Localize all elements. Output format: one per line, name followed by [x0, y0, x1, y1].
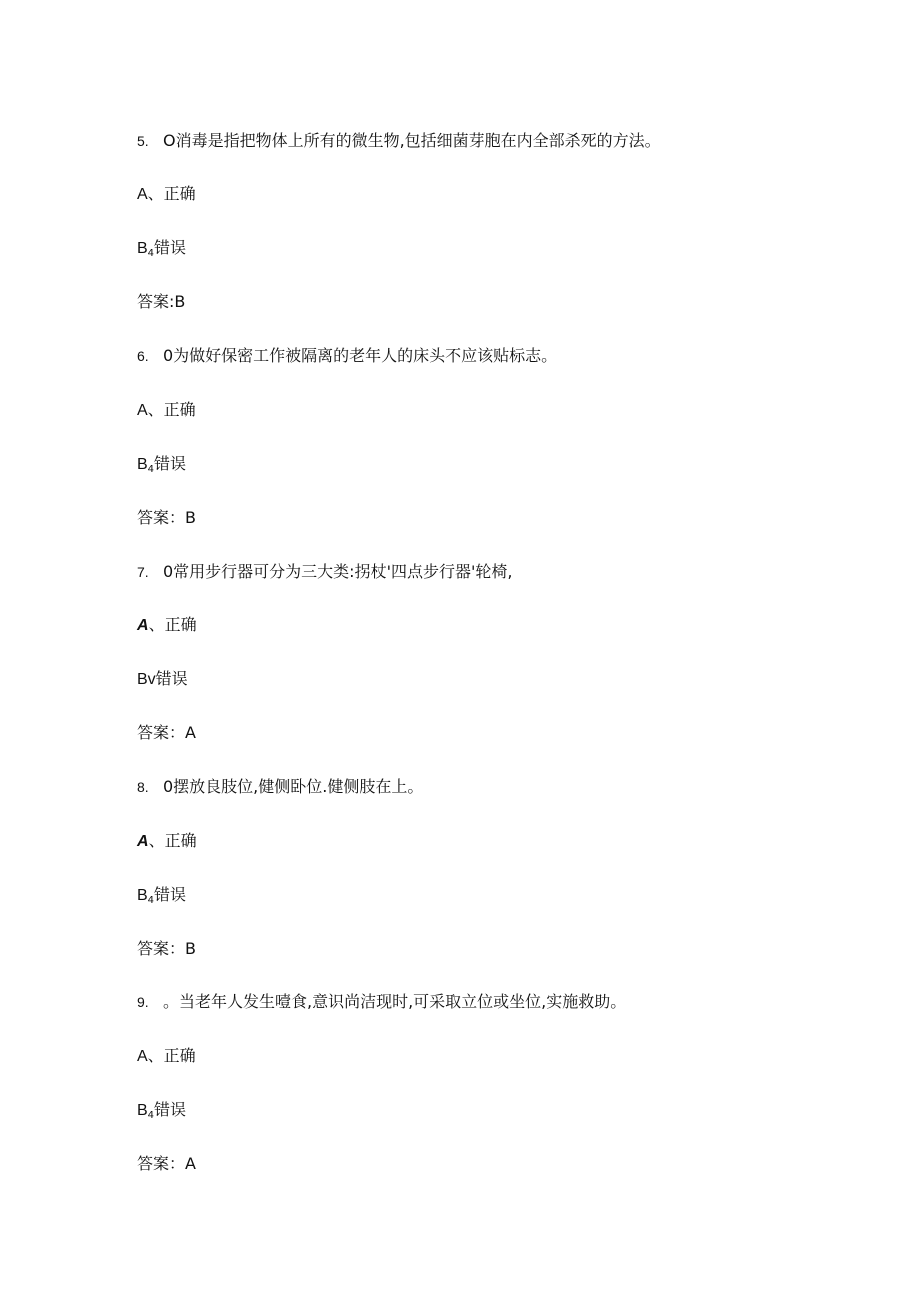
question-9-option-b	[137, 1100, 186, 1126]
question-number: 8.	[137, 779, 149, 795]
option-text: 、正确	[148, 831, 197, 850]
question-number: 5.	[137, 133, 149, 149]
question-text: 0为做好保密工作被隔离的老年人的床头不应该贴标志。	[163, 346, 558, 365]
option-text: 错误	[154, 454, 187, 473]
question-8-answer: 答案：B	[137, 939, 196, 958]
option-text: 错误	[154, 238, 187, 257]
question-7-stem	[137, 562, 512, 582]
option-text: 错误	[154, 1100, 187, 1119]
question-7-answer: 答案：A	[137, 723, 196, 742]
option-subscript: 4	[147, 248, 155, 259]
question-6-option-b	[137, 454, 186, 480]
option-letter: B	[137, 887, 148, 904]
question-text: O消毒是指把物体上所有的微生物,包括细菌芽胞在内全部杀死的方法。	[163, 131, 661, 150]
question-9-option-a	[137, 1046, 196, 1067]
option-letter: Bv	[137, 671, 156, 688]
question-9-stem	[137, 992, 626, 1012]
question-number: 6.	[137, 348, 149, 364]
option-subscript: 4	[147, 1110, 155, 1121]
question-5-option-b	[137, 238, 186, 264]
question-number: 7.	[137, 564, 149, 580]
question-text: 0常用步行器可分为三大类:拐杖'四点步行器'轮椅,	[163, 562, 513, 581]
option-text: 、正确	[147, 400, 196, 419]
option-text: 、正确	[147, 1046, 196, 1065]
option-letter: B	[137, 240, 148, 257]
question-6-answer: 答案：B	[137, 508, 196, 527]
question-8-stem	[137, 777, 423, 797]
option-text: 错误	[154, 885, 187, 904]
option-letter: B	[137, 1102, 148, 1119]
question-number: 9.	[137, 994, 149, 1010]
question-text: 。当老年人发生噎食,意识尚洁现时,可采取立位或坐位,实施救助。	[163, 992, 627, 1011]
question-6-stem	[137, 346, 557, 366]
option-letter: B	[137, 456, 148, 473]
question-9-answer: 答案：A	[137, 1154, 196, 1173]
option-letter: A	[137, 617, 149, 634]
option-letter: A	[137, 1048, 148, 1065]
option-subscript: 4	[147, 895, 155, 906]
option-letter: A	[137, 402, 148, 419]
question-7-option-a	[137, 615, 197, 636]
question-7-option-b	[137, 669, 188, 690]
option-text: 、正确	[147, 184, 196, 203]
option-letter: A	[137, 833, 149, 850]
question-5-answer: 答案:B	[137, 292, 186, 311]
option-text: 错误	[155, 669, 188, 688]
question-8-option-a	[137, 831, 197, 852]
question-5-option-a	[137, 184, 196, 205]
option-letter: A	[137, 186, 148, 203]
option-text: 、正确	[148, 615, 197, 634]
question-text: 0摆放良肢位,健侧卧位.健侧肢在上。	[163, 777, 424, 796]
question-6-option-a	[137, 400, 196, 421]
question-5-stem	[137, 131, 661, 151]
question-8-option-b	[137, 885, 186, 911]
option-subscript: 4	[147, 464, 155, 475]
